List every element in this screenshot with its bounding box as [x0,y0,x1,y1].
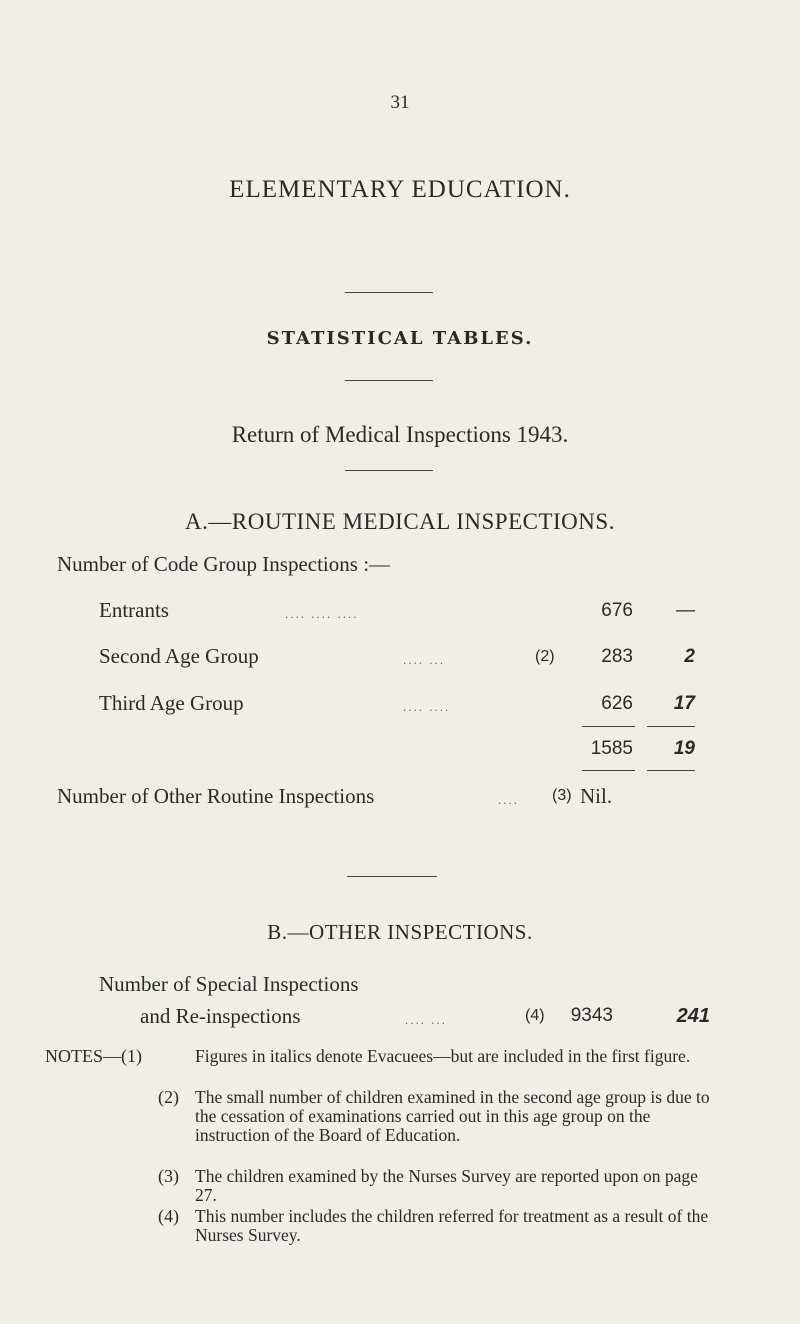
divider [345,470,433,471]
special-inspections-label: Number of Special Inspections [99,972,359,996]
special-inspections-value: 9343 [570,1005,613,1026]
row-label-entrants: Entrants [99,598,169,622]
note-ref-4: (4) [525,1007,545,1024]
note-1-text: Figures in italics denote Evacuees—but are included in the first figure. [195,1046,691,1066]
section-a-heading: A.—ROUTINE MEDICAL INSPECTIONS. [185,509,615,534]
note-3-text: The children examined by the Nurses Survey are reported upon on page 27. [195,1166,698,1205]
section-b-heading: B.—OTHER INSPECTIONS. [267,920,533,944]
divider [345,292,433,293]
leader-dots: .... .... [403,699,451,714]
subtitle: STATISTICAL TABLES. [266,328,534,349]
divider [345,380,433,381]
code-group-intro: Number of Code Group Inspections :— [57,552,391,576]
note-4-label: (4) [158,1206,179,1226]
leader-dots: .... .... .... [285,606,359,621]
total-rule [647,770,695,771]
total-value: 1585 [590,738,633,759]
entrants-value: 676 [601,600,633,621]
leader-dots: .... ... [405,1012,447,1027]
note-4-text: This number includes the children referred for treatment as a result of the Nurses Survey. [195,1206,709,1245]
total-rule [582,726,635,727]
note-2-text: The small number of children examined in the second age group is due to the cessation of examinations carried out in this age group on the instruction of the Board of Education. [195,1087,710,1145]
special-inspections-evacuees: 241 [676,1005,710,1027]
row-label-second-age-group: Second Age Group [99,644,259,668]
reinspections-label: and Re-inspections [140,1004,301,1028]
note-ref-3: (3) [552,787,572,804]
entrants-evacuees: — [676,600,695,621]
note-2-label: (2) [158,1087,179,1107]
second-age-group-evacuees: 2 [684,646,695,667]
leader-dots: .... ... [403,652,445,667]
total-evacuees: 19 [673,738,695,759]
return-title: Return of Medical Inspections 1943. [231,422,569,447]
divider [347,876,437,877]
notes-label: NOTES—(1) [45,1046,142,1066]
total-rule [582,770,635,771]
third-age-group-value: 626 [601,693,633,714]
note-3-label: (3) [158,1166,179,1186]
third-age-group-evacuees: 17 [673,693,695,714]
note-ref-2: (2) [535,648,555,665]
page-number: 31 [390,92,410,113]
other-routine-value: Nil. [580,784,613,808]
second-age-group-value: 283 [601,646,633,667]
leader-dots: .... [498,792,519,807]
page-title: ELEMENTARY EDUCATION. [229,176,571,203]
other-routine-label: Number of Other Routine Inspections [57,784,375,808]
total-rule [647,726,695,727]
row-label-third-age-group: Third Age Group [99,691,244,715]
